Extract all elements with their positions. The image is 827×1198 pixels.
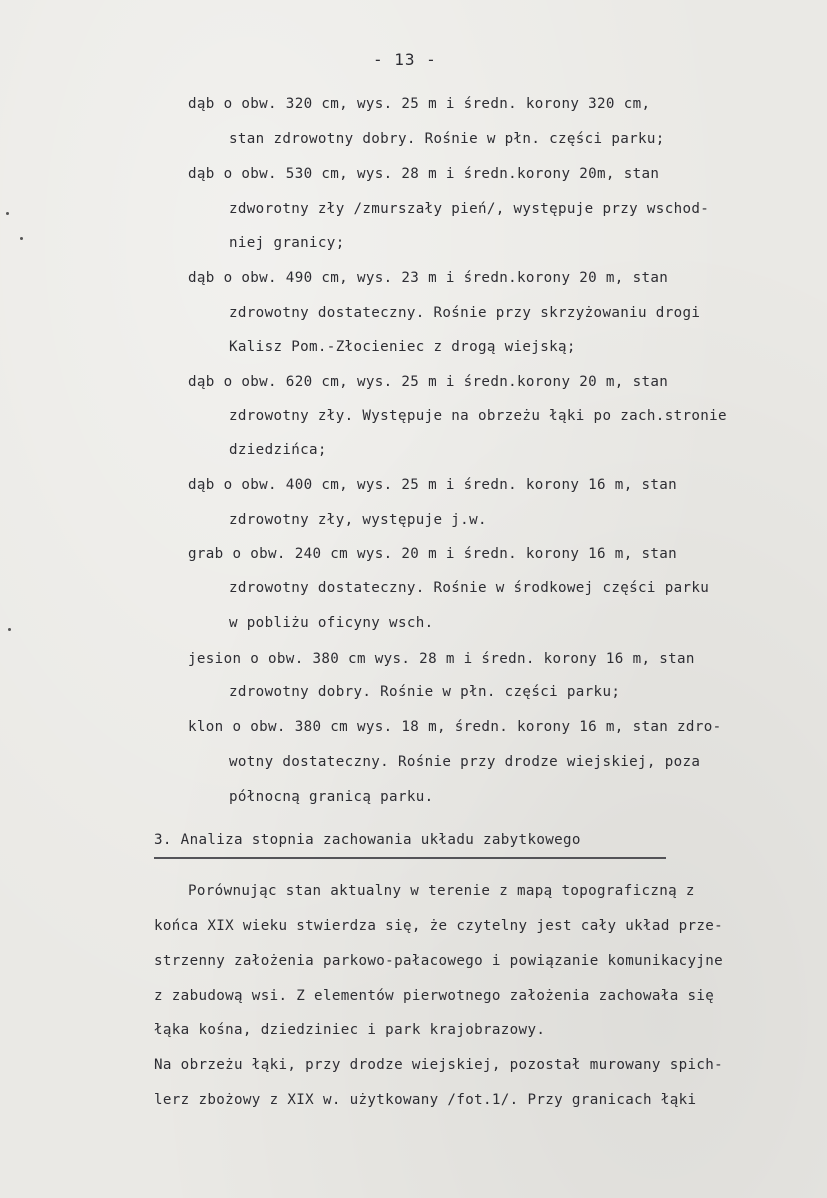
tree-entry-8-line-1: klon o obw. 380 cm wys. 18 m, średn. korony 16 m, stan zdro- [188,719,722,735]
paragraph-1-line-3: strzenny założenia parkowo-pałacowego i powiązanie komunikacyjne [154,953,724,969]
paragraph-1-line-5: łąka kośna, dziedziniec i park krajobrazowy. [154,1022,546,1038]
tree-entry-6-line-1: grab o obw. 240 cm wys. 20 m i średn. korony 16 m, stan [188,546,678,562]
section-heading: 3. Analiza stopnia zachowania układu zabytkowego [154,832,581,848]
paragraph-1-line-1: Porównując stan aktualny w terenie z mapą topograficzną z [188,883,695,899]
paragraph-1-line-4: z zabudową wsi. Z elementów pierwotnego założenia zachowała się [154,988,715,1004]
tree-entry-2-line-1: dąb o obw. 530 cm, wys. 28 m i średn.korony 20m, stan [188,166,660,182]
heading-underline [154,857,666,859]
tree-entry-6-line-2: zdrowotny dostateczny. Rośnie w środkowej części parku [229,580,710,596]
tree-entry-3-line-1: dąb o obw. 490 cm, wys. 23 m i średn.korony 20 m, stan [188,270,669,286]
tree-entry-7-line-1: jesion o obw. 380 cm wys. 28 m i średn. korony 16 m, stan [188,651,695,667]
tree-entry-1-line-2: stan zdrowotny dobry. Rośnie w płn. części parku; [229,131,665,147]
tree-entry-5-line-1: dąb o obw. 400 cm, wys. 25 m i średn. korony 16 m, stan [188,477,678,493]
tree-entry-7-line-2: zdrowotny dobry. Rośnie w płn. części parku; [229,684,621,700]
tree-entry-1-line-1: dąb o obw. 320 cm, wys. 25 m i średn. korony 320 cm, [188,96,651,112]
paragraph-1-line-2: końca XIX wieku stwierdza się, że czytelny jest cały układ prze- [154,918,724,934]
scan-speck [8,628,11,631]
tree-entry-2-line-2: zdworotny zły /zmurszały pień/, występuje przy wschod- [229,201,710,217]
tree-entry-6-line-3: w pobliżu oficyny wsch. [229,615,434,631]
tree-entry-3-line-2: zdrowotny dostateczny. Rośnie przy skrzyżowaniu drogi [229,305,701,321]
tree-entry-5-line-2: zdrowotny zły, występuje j.w. [229,512,487,528]
tree-entry-4-line-3: dziedzińca; [229,442,327,458]
tree-entry-4-line-2: zdrowotny zły. Występuje na obrzeżu łąki po zach.stronie [229,408,727,424]
scan-speck [20,237,23,240]
tree-entry-8-line-3: północną granicą parku. [229,789,434,805]
tree-entry-8-line-2: wotny dostateczny. Rośnie przy drodze wiejskiej, poza [229,754,701,770]
paragraph-2-line-2: lerz zbożowy z XIX w. użytkowany /fot.1/. Przy granicach łąki [154,1092,697,1108]
tree-entry-3-line-3: Kalisz Pom.-Złocieniec z drogą wiejską; [229,339,576,355]
scan-speck [6,212,9,215]
tree-entry-2-line-3: niej granicy; [229,235,345,251]
tree-entry-4-line-1: dąb o obw. 620 cm, wys. 25 m i średn.korony 20 m, stan [188,374,669,390]
page-number: - 13 - [373,50,437,69]
paragraph-2-line-1: Na obrzeżu łąki, przy drodze wiejskiej, pozostał murowany spich- [154,1057,724,1073]
